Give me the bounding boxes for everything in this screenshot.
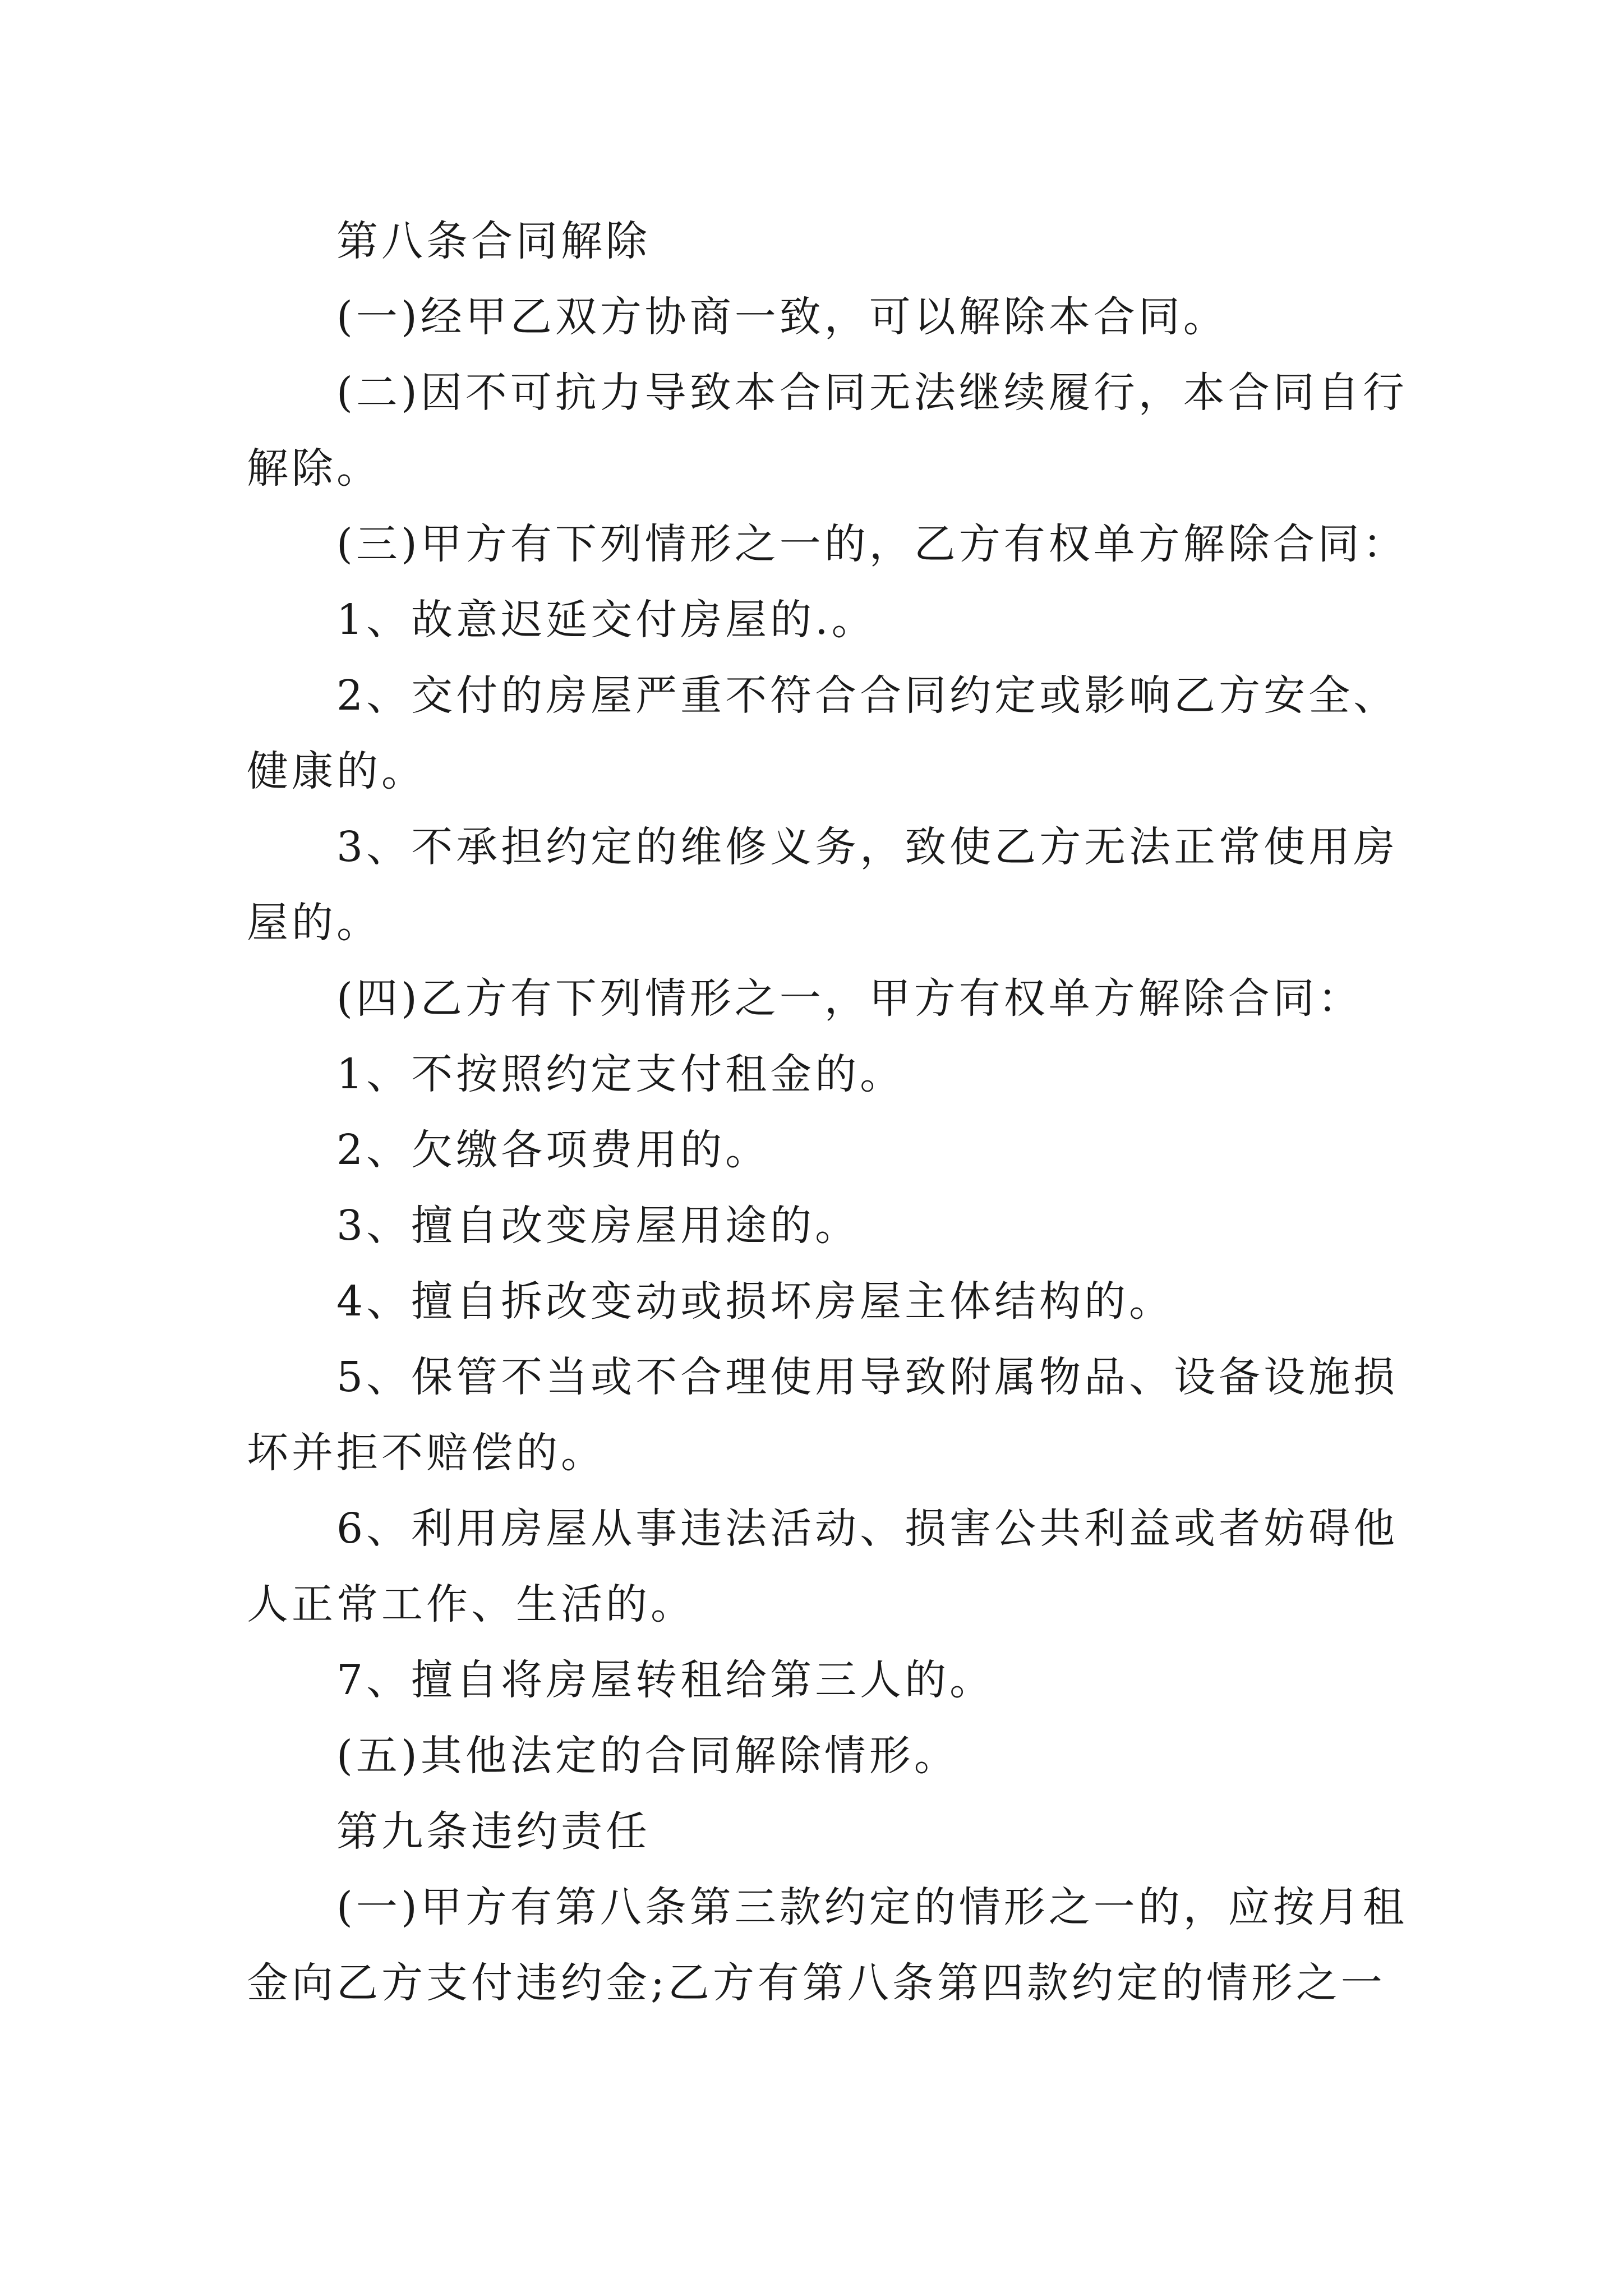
clause-8-2-line-1: (二)因不可抗力导致本合同无法继续履行，本合同自行: [336, 369, 1408, 417]
clause-8-4-item-4: 4、擅自拆改变动或损坏房屋主体结构的。: [336, 1277, 1174, 1326]
clause-8-3-item-3-line-2: 屋的。: [247, 899, 381, 947]
clause-8-4-item-5-line-2: 坏并拒不赔偿的。: [247, 1429, 606, 1477]
clause-8-4-item-7: 7、擅自将房屋转租给第三人的。: [336, 1656, 995, 1704]
clause-8-4-item-5-line-1: 5、保管不当或不合理使用导致附属物品、设备设施损: [336, 1353, 1399, 1401]
clause-8-4-item-6-line-1: 6、利用房屋从事违法活动、损害公共利益或者妨碍他: [336, 1504, 1399, 1553]
clause-8-4-item-1: 1、不按照约定支付租金的。: [336, 1050, 905, 1098]
clause-8-3-intro: (三)甲方有下列情形之一的，乙方有权单方解除合同：: [336, 520, 1408, 568]
clause-8-3-item-2-line-2: 健康的。: [247, 747, 426, 795]
clause-8-3-item-1: 1、故意迟延交付房屋的.。: [336, 596, 877, 644]
clause-8-4-item-2: 2、欠缴各项费用的。: [336, 1126, 771, 1174]
clause-8-2-line-2: 解除。: [247, 444, 381, 493]
clause-8-4-item-3: 3、擅自改变房屋用途的。: [336, 1202, 860, 1250]
clause-8-3-item-2-line-1: 2、交付的房屋严重不符合合同约定或影响乙方安全、: [336, 671, 1399, 720]
article-9-heading: 第九条违约责任: [336, 1807, 651, 1856]
clause-8-1: (一)经甲乙双方协商一致，可以解除本合同。: [336, 293, 1228, 341]
clause-8-4-item-6-line-2: 人正常工作、生活的。: [247, 1580, 695, 1628]
article-8-heading: 第八条合同解除: [336, 217, 651, 265]
clause-9-1-line-2: 金向乙方支付违约金;乙方有第八条第四款约定的情形之一: [247, 1959, 1386, 2007]
clause-8-5: (五)其他法定的合同解除情形。: [336, 1732, 959, 1780]
clause-9-1-line-1: (一)甲方有第八条第三款约定的情形之一的，应按月租: [336, 1883, 1408, 1931]
clause-8-3-item-3-line-1: 3、不承担约定的维修义务，致使乙方无法正常使用房: [336, 823, 1399, 871]
clause-8-4-intro: (四)乙方有下列情形之一，甲方有权单方解除合同：: [336, 974, 1363, 1023]
